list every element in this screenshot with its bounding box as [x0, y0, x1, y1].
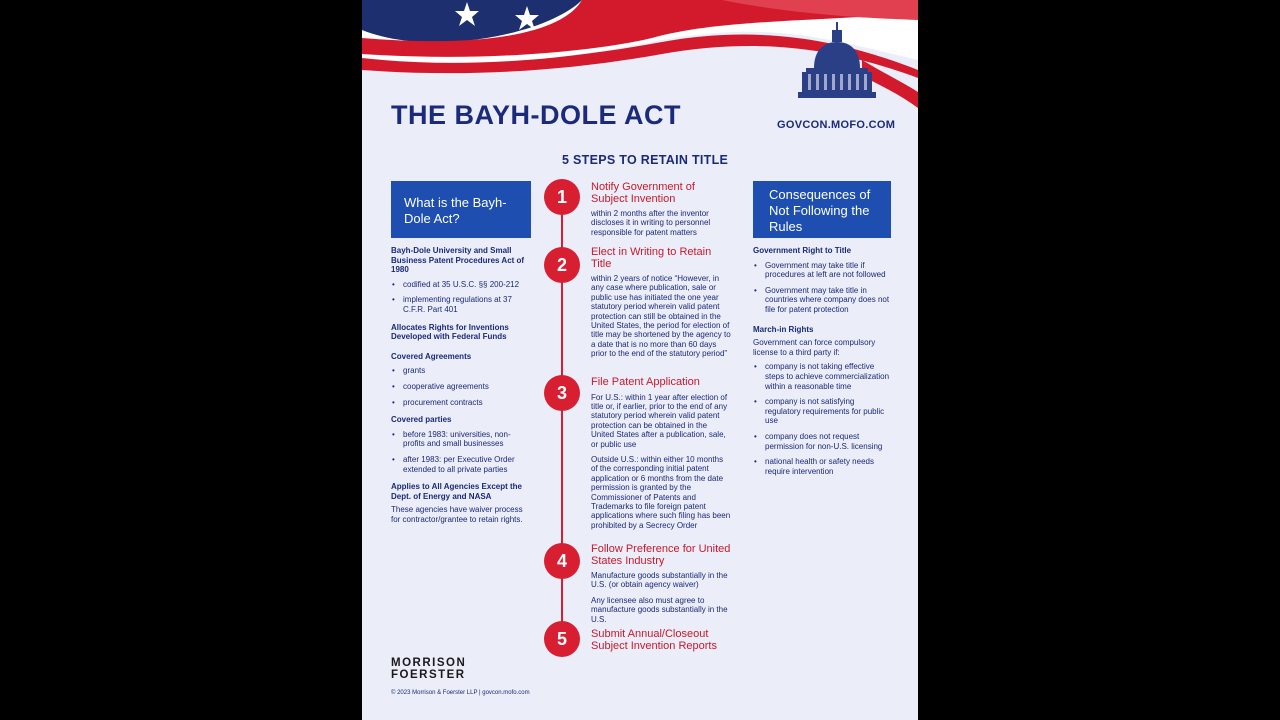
step-number-5: 5 [544, 621, 580, 657]
list-item: • after 1983: per Executive Order extended to all private parties [391, 455, 531, 474]
list-item: • Government may take title in countries where company does not file for patent protection [753, 286, 891, 315]
step-title: Elect in Writing to Retain Title [591, 246, 712, 270]
step-title: File Patent Application [591, 376, 700, 388]
list-item: • Government may take title if procedures at left are not followed [753, 261, 891, 280]
step-1 [591, 182, 731, 237]
list-item: • codified at 35 U.S.C. §§ 200-212 [391, 280, 531, 290]
step-title: Notify Government of Subject Invention [591, 181, 695, 205]
applies-text: These agencies have waiver process for contractor/grantee to retain rights. [391, 505, 523, 524]
applies-heading: Applies to All Agencies Except the Dept. of Energy and NASA [391, 482, 522, 501]
gov-right-heading: Government Right to Title [753, 246, 852, 255]
step-text: For U.S.: within 1 year after election of title or, if earlier, prior to the end of any statutory period wherein valid patent protection can be obtained in the United States after a publication, sale, or public use [591, 392, 728, 449]
step-text: within 2 months after the inventor discloses it in writing to personnel responsible for patent matters [591, 209, 711, 237]
step-number-1: 1 [544, 179, 580, 215]
step-3 [591, 377, 731, 530]
step-text: Manufacture goods substantially in the U.S. (or obtain agency waiver) [591, 571, 728, 590]
march-in-text: Government can force compulsory license to a third party if: [753, 338, 876, 357]
list-item: • company is not satisfying regulatory requirements for public use [753, 397, 891, 426]
step-5 [591, 629, 731, 656]
step-text: Outside U.S.: within either 10 months of the corresponding initial patent application or 6 months from the date permission is granted by the Commissioner of Patents and Trademarks to file foreign patent applications where such filing has been prohibited by a Secrecy Order [591, 454, 731, 530]
gov-right-list [753, 261, 891, 315]
allocates-heading: Allocates Rights for Inventions Developed with Federal Funds [391, 322, 509, 342]
list-item: • procurement contracts [391, 398, 531, 408]
step-text: within 2 years of notice “However, in any case where publication, sale or public use has initiated the one year statutory period wherein valid patent protection can still be obtained in the United States, the period for election of title may be shortened by the agency to a date that is no more than 60 days prior to the end of the statutory period” [591, 274, 731, 359]
list-item: • implementing regulations at 37 C.F.R. Part 401 [391, 295, 531, 314]
steps-heading: 5 STEPS TO RETAIN TITLE [562, 153, 729, 167]
list-item: • before 1983: universities, non-profits and small businesses [391, 430, 531, 449]
step-number-4: 4 [544, 543, 580, 579]
march-in-heading: March-in Rights [753, 324, 814, 334]
step-number-2: 2 [544, 247, 580, 283]
covered-parties-list [391, 430, 531, 474]
right-column [753, 181, 891, 482]
infographic-page [362, 0, 918, 720]
act-list [391, 280, 531, 315]
page-title: THE BAYH-DOLE ACT [391, 100, 682, 130]
covered-agreements-heading: Covered Agreements [391, 351, 472, 361]
covered-agreements-list [391, 366, 531, 407]
list-item: • company is not taking effective steps to achieve commercialization within a reasonable time [753, 362, 891, 391]
list-item: • national health or safety needs require intervention [753, 457, 891, 476]
left-column [391, 181, 531, 524]
step-title: Follow Preference for United States Industry [591, 543, 731, 567]
march-in-list [753, 362, 891, 476]
step-title: Submit Annual/Closeout Subject Invention Reports [591, 628, 717, 652]
copyright-text: © 2023 Morrison & Foerster LLP | govcon.mofo.com [391, 690, 530, 696]
list-item: • company does not request permission for non-U.S. licensing [753, 432, 891, 451]
step-2 [591, 247, 731, 359]
step-text: Any licensee also must agree to manufacture goods substantially in the U.S. [591, 595, 728, 624]
what-is-box: What is the Bayh-Dole Act? [391, 181, 531, 238]
website-url[interactable]: GOVCON.MOFO.COM [777, 119, 896, 131]
consequences-box: Consequences of Not Following the Rules [753, 181, 891, 238]
act-name: Bayh-Dole University and Small Business Patent Procedures Act of 1980 [391, 246, 525, 275]
covered-parties-heading: Covered parties [391, 415, 452, 425]
flag-banner [362, 0, 918, 110]
list-item: • cooperative agreements [391, 382, 531, 392]
step-4 [591, 544, 731, 624]
step-number-3: 3 [544, 375, 580, 411]
morrison-foerster-logo: MORRISON FOERSTER [391, 657, 467, 681]
list-item: • grants [391, 366, 531, 376]
